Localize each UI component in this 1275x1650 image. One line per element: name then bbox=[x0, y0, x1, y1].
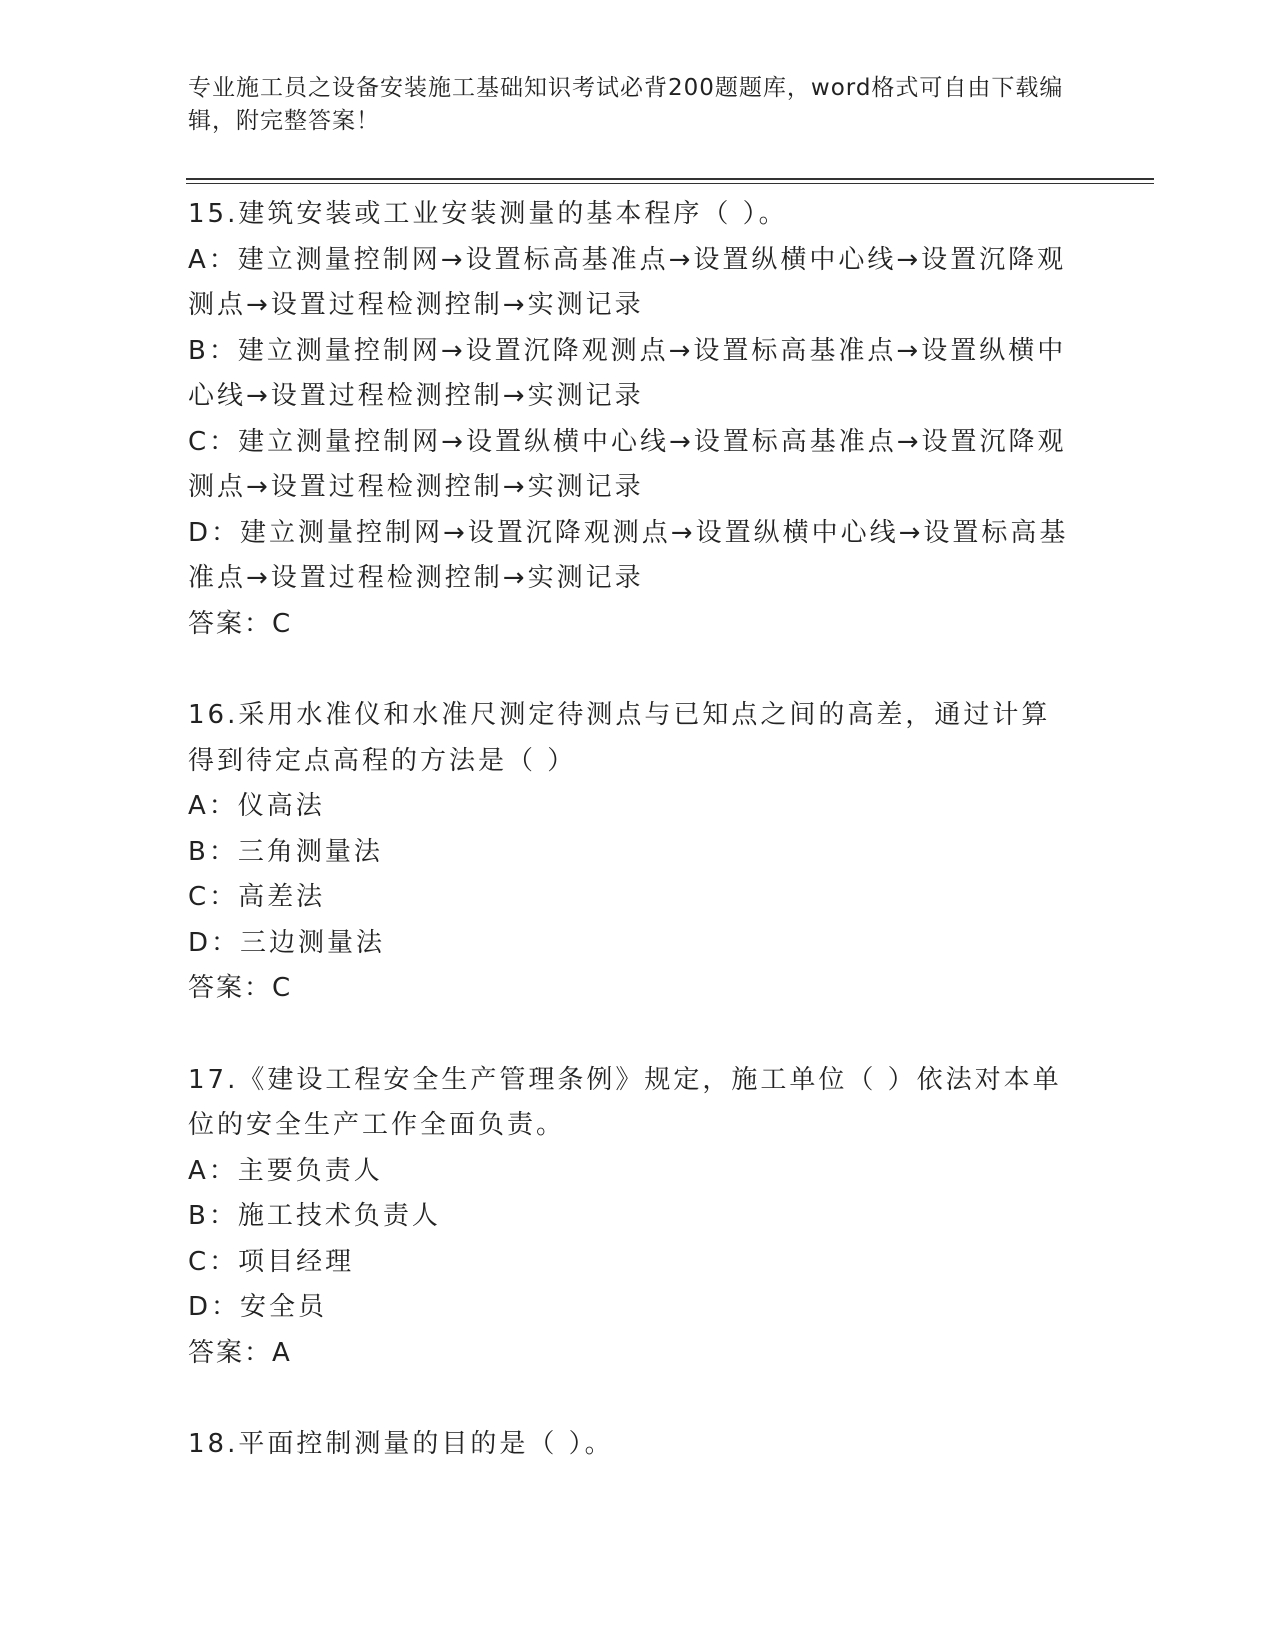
option-c: C：项目经理 bbox=[188, 1246, 355, 1277]
option-d: D：安全员 bbox=[188, 1292, 328, 1322]
question-list bbox=[188, 192, 1078, 1468]
option-b: B：三角测量法 bbox=[188, 836, 383, 867]
question-stem: 15.建筑安装或工业安装测量的基本程序（ ）。 bbox=[188, 199, 788, 229]
option-a: A：建立测量控制网→设置标高基准点→设置纵横中心线→设置沉降观测点→设置过程检测控制→实测记录 bbox=[188, 244, 1067, 320]
question-stem: 17.《建设工程安全生产管理条例》规定，施工单位（ ）依法对本单位的安全生产工作全面负责。 bbox=[188, 1064, 1062, 1140]
answer: 答案：C bbox=[188, 608, 293, 639]
option-b: B：施工技术负责人 bbox=[188, 1201, 441, 1231]
question-15 bbox=[188, 192, 1078, 647]
option-a: A：主要负责人 bbox=[188, 1155, 383, 1186]
question-stem: 16.采用水准仪和水准尺测定待测点与已知点之间的高差，通过计算得到待定点高程的方法是（ ） bbox=[188, 700, 1051, 776]
option-c: C：建立测量控制网→设置纵横中心线→设置标高基准点→设置沉降观测点→设置过程检测控制→实测记录 bbox=[188, 426, 1067, 502]
question-18 bbox=[188, 1422, 1078, 1468]
option-c: C：高差法 bbox=[188, 882, 326, 912]
header-rule-thick bbox=[186, 178, 1154, 180]
question-16 bbox=[188, 693, 1078, 1012]
question-stem: 18.平面控制测量的目的是（ ）。 bbox=[188, 1429, 614, 1459]
header-rule-thin bbox=[186, 183, 1154, 184]
option-d: D：建立测量控制网→设置沉降观测点→设置纵横中心线→设置标高基准点→设置过程检测控制→实测记录 bbox=[188, 517, 1069, 593]
option-a: A：仪高法 bbox=[188, 791, 325, 821]
option-b: B：建立测量控制网→设置沉降观测点→设置标高基准点→设置纵横中心线→设置过程检测控制→实测记录 bbox=[188, 335, 1067, 411]
option-d: D：三边测量法 bbox=[188, 927, 386, 958]
answer: 答案：A bbox=[188, 1337, 292, 1368]
question-17 bbox=[188, 1058, 1078, 1377]
answer: 答案：C bbox=[188, 973, 293, 1003]
document-header: 专业施工员之设备安装施工基础知识考试必背200题题库，word格式可自由下载编辑，附完整答案！ bbox=[188, 75, 1064, 134]
